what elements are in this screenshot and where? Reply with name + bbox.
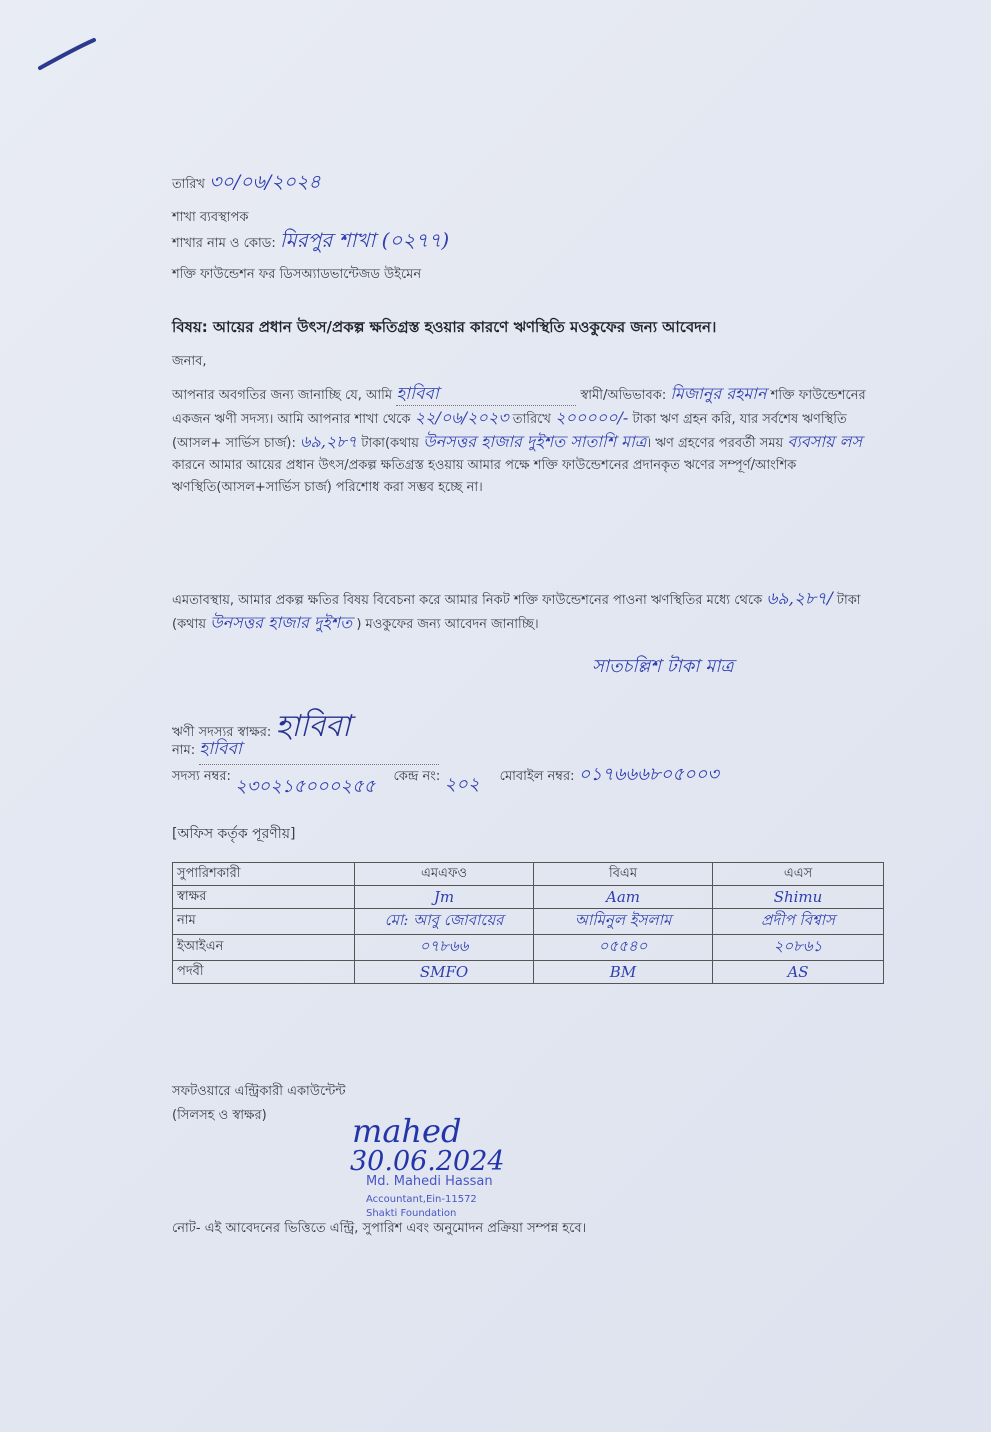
para1-text-8: কারনে আমার আয়ের প্রধান উৎস/প্রকল্প ক্ষতিগ্রস্ত হওয়ায় আমার পক্ষে শক্তি ফাউন্ডেশনের প্রদানকৃত ঋণের সম্পূর্ণ/আংশিক ঋণস্থিতি(আসল+সার্ভিস চার্জ) পরিশোধ করা সম্ভব হচ্ছে না। [172, 458, 797, 495]
table-cell: মো: আবু জোবায়ের [355, 909, 534, 935]
para2-text-3: ) মওকুফের জন্য আবেদন জানাচ্ছি। [356, 617, 539, 632]
accountant-label: সফটওয়ারে এন্ট্রিকারী একাউন্টেন্ট [172, 1084, 346, 1099]
table-cell: AS [713, 961, 884, 984]
loan-amount-fill: ২০০০০০/- [555, 408, 629, 427]
mobile-label: মোবাইল নম্বর: [499, 769, 575, 784]
member-signature: হাবিবা [275, 709, 351, 744]
accountant-sign-date: 30.06.2024 [350, 1146, 505, 1177]
table-row [173, 961, 884, 984]
salutation: জনাব, [172, 354, 207, 369]
para1-text-4: তারিখে [512, 412, 551, 427]
table-cell: ০৭৮৬৬ [355, 935, 534, 961]
table-header-cell: এমএফও [355, 863, 534, 886]
table-cell: ০৫৫৪০ [534, 935, 713, 961]
branch-label: শাখার নাম ও কোড: [172, 236, 276, 251]
addressee-title: শাখা ব্যবস্থাপক [172, 210, 249, 225]
table-row [173, 909, 884, 935]
table-cell: SMFO [355, 961, 534, 984]
center-label: কেন্দ্র নং: [393, 769, 441, 784]
subject-line: বিষয়: আয়ের প্রধান উৎস/প্রকল্প ক্ষতিগ্রস্ত হওয়ার কারণে ঋণস্থিতি মওকুফের জন্য আবেদন। [172, 318, 717, 336]
member-no-label: সদস্য নম্বর: [172, 769, 231, 784]
balance-fill: ৬৯,২৮৭ [300, 432, 358, 451]
waive-amount-fill: ৬৯,২৮৭/ [766, 589, 833, 609]
member-no-value: ২৩০২১৫০০০২৫৫ [235, 776, 376, 797]
row-label: স্বাক্ষর [173, 886, 355, 909]
waive-words-fill-2: সাতচল্লিশ টাকা মাত্র [592, 656, 734, 677]
table-cell: আমিনুল ইসলাম [534, 909, 713, 935]
member-name-value: হাবিবা [199, 736, 439, 765]
table-row [173, 935, 884, 961]
mobile-value: ০১৭৬৬৬৮০৫০০৩ [578, 764, 719, 785]
table-row [173, 886, 884, 909]
organization-name: শক্তি ফাউন্ডেশন ফর ডিসঅ্যাডভান্টেজড উইমেন [172, 267, 422, 282]
paragraph-2 [172, 588, 890, 636]
para1-text-6: টাকা(কথায় [361, 436, 419, 451]
date-label: তারিখ [172, 177, 205, 192]
pen-stroke-mark [38, 36, 98, 72]
member-name-fill: হাবিবা [396, 383, 576, 406]
date-value: ৩০/০৬/২০২৪ [209, 171, 321, 193]
table-cell: BM [534, 961, 713, 984]
waive-words-fill-1: উনসত্তর হাজার দুইশত [210, 613, 353, 632]
office-use-label: [অফিস কর্তৃক পূরণীয়] [172, 826, 296, 842]
branch-line [172, 226, 449, 259]
para2-text-2: টাকা (কথায় [172, 593, 861, 632]
footer-note: নোট- এই আবেদনের ভিত্তিতে এন্ট্রি, সুপারিশ এবং অনুমোদন প্রক্রিয়া সম্পন্ন হবে। [172, 1221, 587, 1236]
accountant-signature: mahed [352, 1112, 462, 1150]
row-label: নাম [173, 909, 355, 935]
table-header-cell: এএস [713, 863, 884, 886]
accountant-stamp-role: Accountant,Ein-11572 [366, 1194, 477, 1205]
para2-text-1: এমতাবস্থায়, আমার প্রকল্প ক্ষতির বিষয় বিবেচনা করে আমার নিকট শক্তি ফাউন্ডেশনের পাওনা ঋণস্থিতির মধ্যে থেকে [172, 593, 763, 608]
para1-text-5: টাকা ঋণ গ্রহন করি, যার সর্বশেষ ঋণস্থিতি (আসল+ সার্ভিস চার্জ): [172, 412, 847, 451]
member-name-label: নাম: [172, 743, 196, 758]
table-header-cell: বিএম [534, 863, 713, 886]
para1-text-3: শক্তি ফাউন্ডেশনের একজন ঋণী সদস্য। আমি আপনার শাখা থেকে [172, 388, 866, 427]
table-cell: Aam [534, 886, 713, 909]
accountant-seal-label: (সিলসহ ও স্বাক্ষর) [172, 1108, 267, 1123]
row-label: ইআইএন [173, 935, 355, 961]
table-header-cell: সুপারিশকারী [173, 863, 355, 886]
para1-text-1: আপনার অবগতির জন্য জানাচ্ছি যে, আমি [172, 388, 393, 403]
row-label: পদবী [173, 961, 355, 984]
para1-text-7: । ঋণ গ্রহণের পরবর্তী সময় [646, 436, 784, 451]
balance-words-fill: উনসত্তর হাজার দুইশত সাতাশি মাত্র [423, 432, 647, 451]
table-cell: ২০৮৬১ [713, 935, 884, 961]
loan-date-fill: ২২/০৬/২০২৩ [414, 408, 509, 427]
accountant-stamp-name: Md. Mahedi Hassan [366, 1174, 493, 1189]
accountant-stamp-org: Shakti Foundation [366, 1208, 457, 1219]
reason-fill: ব্যবসায় লস [787, 432, 863, 451]
para1-text-2: স্বামী/অভিভাবক: [580, 388, 667, 403]
table-cell: Jm [355, 886, 534, 909]
date-line [172, 168, 321, 200]
table-cell: Shimu [713, 886, 884, 909]
recommendation-table [172, 862, 884, 984]
guardian-fill: মিজানুর রহমান [670, 384, 767, 403]
center-value: ২০২ [444, 774, 480, 795]
member-signature-label: ঋণী সদস্যর স্বাক্ষর: [172, 725, 272, 740]
table-header-row [173, 863, 884, 886]
paragraph-1 [172, 383, 890, 499]
table-cell: প্রদীপ বিশ্বাস [713, 909, 884, 935]
member-details-line [172, 760, 719, 797]
branch-value: মিরপুর শাখা (০২৭৭) [279, 228, 450, 252]
